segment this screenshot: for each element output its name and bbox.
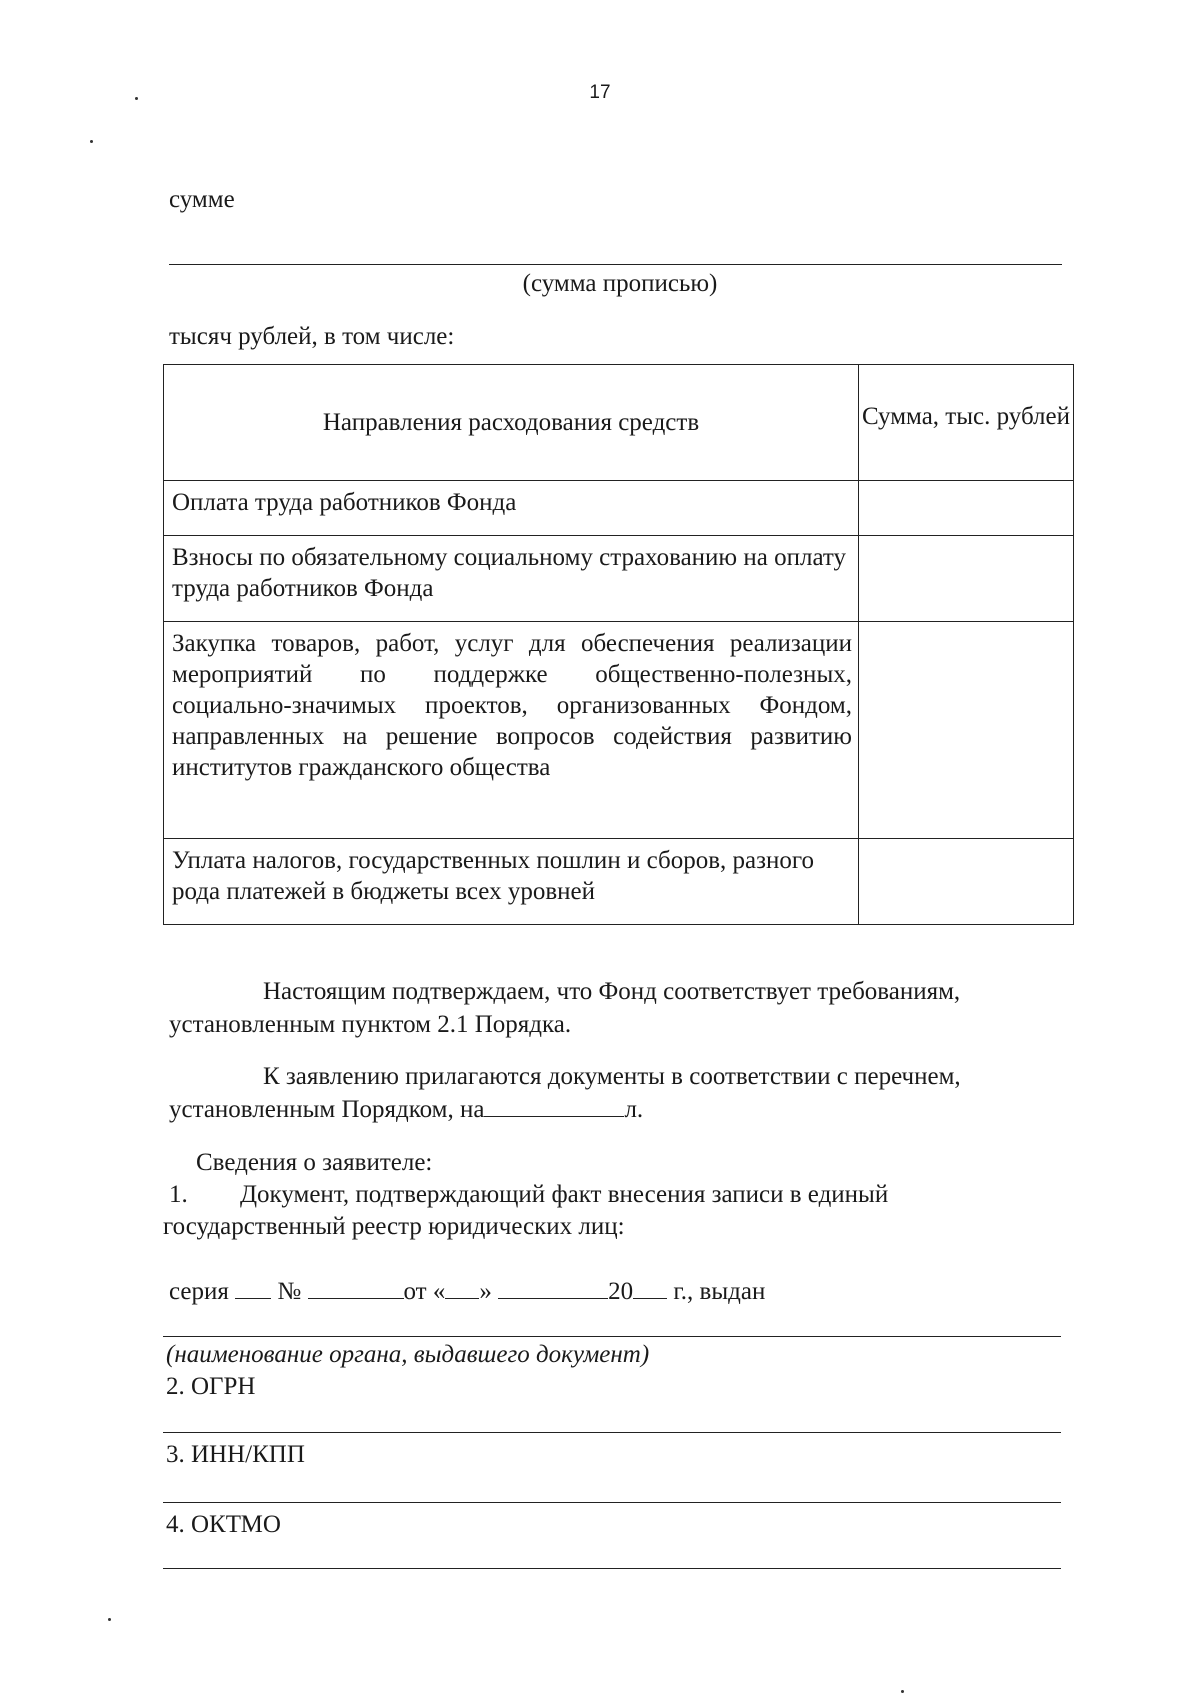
table-row — [164, 481, 1074, 536]
table-row — [164, 622, 1074, 839]
month-blank[interactable] — [498, 1276, 608, 1299]
from-label: от « — [403, 1278, 446, 1305]
year-blank[interactable] — [633, 1276, 667, 1299]
pages-count-blank[interactable] — [484, 1094, 624, 1117]
attachments-line-2 — [169, 1093, 643, 1127]
amount-intro: сумме — [169, 186, 235, 213]
confirmation-line-2: установленным пунктом 2.1 Порядка. — [169, 1011, 572, 1038]
number-label: № — [277, 1278, 302, 1305]
header-amount-label: Сумма, тыс. рублей — [862, 403, 1070, 430]
ogrn-line — [163, 1432, 1061, 1433]
item1-number: 1. — [169, 1181, 188, 1208]
quote-close: » — [479, 1278, 492, 1305]
expense-table — [163, 364, 1074, 925]
row-direction: Взносы по обязательному социальному страхованию на оплату труда работников Фонда — [164, 536, 859, 622]
table-header-row — [164, 365, 1074, 481]
amount-caption: (сумма прописью) — [522, 270, 718, 297]
amount-suffix: тысяч рублей, в том числе: — [169, 323, 455, 350]
confirmation-line-1: Настоящим подтверждаем, что Фонд соответствует требованиям, — [263, 978, 961, 1005]
scan-speck — [108, 1618, 111, 1621]
series-label: серия — [169, 1278, 229, 1305]
day-blank[interactable] — [445, 1276, 479, 1299]
item1-line-2: государственный реестр юридических лиц: — [163, 1213, 625, 1240]
table-row — [164, 536, 1074, 622]
oktmo-line — [163, 1568, 1061, 1569]
inn-kpp-line — [163, 1502, 1061, 1503]
row-amount — [859, 481, 1074, 536]
attachments-line-1: К заявлению прилагаются документы в соответствии с перечнем, — [263, 1063, 961, 1090]
issuer-caption: (наименование органа, выдавшего документ) — [166, 1341, 650, 1368]
issued-label: г., выдан — [673, 1278, 766, 1305]
row-direction: Оплата труда работников Фонда — [164, 481, 859, 536]
year-prefix: 20 — [608, 1278, 634, 1305]
header-amount — [859, 365, 1074, 481]
series-blank[interactable] — [235, 1276, 271, 1299]
issuer-line — [163, 1336, 1061, 1337]
attachments-prefix: установленным Порядком, на — [169, 1096, 485, 1123]
item1-line-1: Документ, подтверждающий факт внесения записи в единый — [240, 1181, 889, 1208]
row-amount — [859, 622, 1074, 839]
applicant-heading: Сведения о заявителе: — [196, 1149, 433, 1176]
row-direction: Уплата налогов, государственных пошлин и сборов, разного рода платежей в бюджеты всех уровней — [164, 839, 859, 925]
scan-speck — [90, 140, 93, 143]
amount-words-line — [169, 264, 1062, 265]
row-amount — [859, 839, 1074, 925]
ogrn-label: 2. ОГРН — [166, 1373, 256, 1400]
row-direction: Закупка товаров, работ, услуг для обеспечения реализации мероприятий по поддержке общественно-полезных, социально-значимых проектов, организованных Фондом, направленных на решение вопросов содействия развитию институтов гражданского общества — [164, 622, 859, 839]
number-blank[interactable] — [308, 1276, 404, 1299]
attachments-suffix: л. — [624, 1096, 644, 1123]
document-details-line — [169, 1275, 765, 1309]
row-amount — [859, 536, 1074, 622]
inn-kpp-label: 3. ИНН/КПП — [166, 1441, 305, 1468]
oktmo-label: 4. ОКТМО — [166, 1511, 281, 1538]
page-number: 17 — [589, 82, 611, 103]
scan-speck — [901, 1690, 904, 1693]
scan-speck — [135, 97, 138, 100]
table-row — [164, 839, 1074, 925]
header-direction: Направления расходования средств — [164, 365, 859, 481]
